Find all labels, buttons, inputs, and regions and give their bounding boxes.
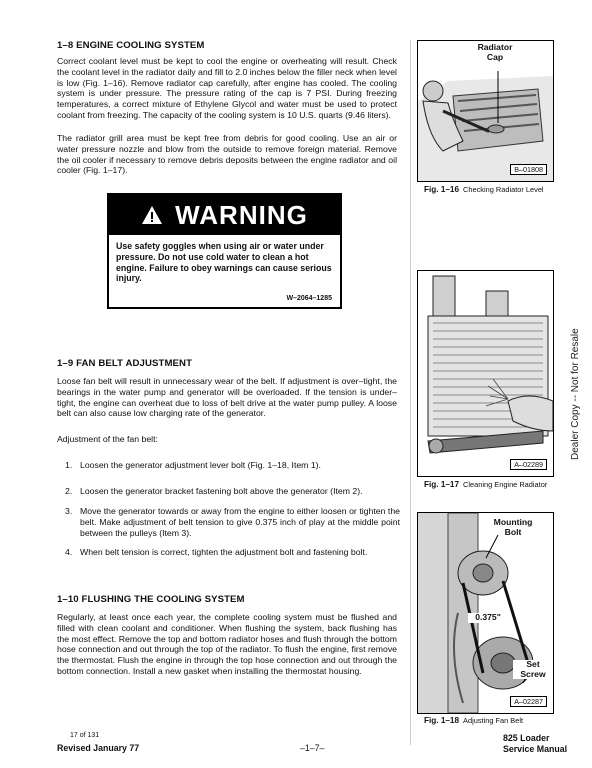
belt-play-callout: 0.375" [468, 613, 508, 623]
figure-caption-text: Adjusting Fan Belt [463, 716, 524, 725]
figure-caption [424, 716, 523, 725]
figure-label: Fig. 1–17 [424, 480, 460, 489]
warning-code: W–2064–1285 [286, 295, 332, 302]
warning-header [109, 195, 340, 235]
section-heading-flushing: 1–10 FLUSHING THE COOLING SYSTEM [57, 594, 245, 605]
warning-title: WARNING [175, 199, 308, 230]
column-divider [410, 40, 411, 745]
mounting-bolt-callout: Mounting Bolt [493, 517, 533, 537]
page-of-count: 17 of 131 [70, 732, 100, 739]
flushing-paragraph: Regularly, at least once each year, the complete cooling system must be flushed and filled with clean coolant and conditioner. When flushing the system, back flushing has the most effect. Remove the top and bottom radiator hoses and flush through the bottom hose connection and out through the top of the radiator. To flush the engine, first remove the thermostat. Flush the engine in through the top hose connection and out through the bottom connection. Install a new gasket when installing the thermostat housing. [57, 612, 397, 676]
figure-adjusting-fan-belt [417, 512, 554, 714]
footer-page-number: –1–7– [300, 743, 325, 753]
list-item-number: 2. [65, 486, 73, 496]
figure-label: Fig. 1–16 [424, 185, 460, 194]
section-heading-engine-cooling: 1–8 ENGINE COOLING SYSTEM [57, 40, 205, 51]
list-item-text: Loosen the generator bracket fastening bolt above the generator (Item 2). [80, 486, 363, 496]
section-heading-fan-belt: 1–9 FAN BELT ADJUSTMENT [57, 358, 193, 369]
warning-box [107, 193, 342, 309]
footer-manual: Service Manual [503, 744, 568, 754]
list-item-text: Loosen the generator adjustment lever bolt (Fig. 1–18, Item 1). [80, 460, 321, 470]
radiator-cleaning-illustration [418, 271, 553, 476]
list-item-number: 1. [65, 460, 73, 470]
engine-cooling-paragraph-2: The radiator grill area must be kept free from debris for good cooling. Use an air or water pressure nozzle and blow from the outside to remove foreign material. Remove the oil cooler if necessary to remove debris deposits between the engine radiator and oil cooler (Fig. 1–17). [57, 133, 397, 176]
warning-triangle-icon [141, 205, 163, 225]
sidebar-watermark: Dealer Copy -- Not for Resale [570, 328, 581, 460]
figure-cleaning-radiator [417, 270, 554, 477]
radiator-cap-illustration [418, 41, 553, 181]
list-item-text: Move the generator towards or away from the engine to either loosen or tighten the belt. Make adjustment of belt tension to give 0.375 inch of play at the middle point between the pulleys (Item 3). [80, 506, 400, 538]
fan-belt-intro: Adjustment of the fan belt: [57, 434, 158, 444]
radiator-cap-callout: Radiator Cap [477, 42, 513, 62]
figure-caption-text: Cleaning Engine Radiator [463, 480, 548, 489]
figure-caption-text: Checking Radiator Level [463, 185, 544, 194]
figure-caption [424, 185, 544, 194]
figure-code: A–02287 [510, 696, 547, 707]
footer-model: 825 Loader [503, 733, 550, 743]
figure-checking-radiator [417, 40, 554, 182]
set-screw-callout: Set Screw [513, 660, 553, 679]
engine-cooling-paragraph-1: Correct coolant level must be kept to cool the engine or overheating will result. Check the coolant level in the radiator daily and fill to 2.0 inches below the filler neck when level is low (Fig. 1–16). Remove radiator cap carefully, after engine has cooled. The cooling system is under pressure. The pressure rating of the cap is 7 PSI. During freezing temperatures, a correct mixture of Ethylene Glycol and water must be used to protect coolant from freezing. The capacity of the cooling system is 10 U.S. quarts (9.46 liters). [57, 56, 397, 120]
list-item-number: 3. [65, 506, 73, 516]
footer-revised: Revised January 77 [57, 743, 140, 753]
figure-code: A–02289 [510, 459, 547, 470]
list-item-text: When belt tension is correct, tighten the adjustment bolt and fastening bolt. [80, 547, 368, 557]
list-item-number: 4. [65, 547, 73, 557]
figure-code: B–01808 [510, 164, 547, 175]
figure-caption [424, 480, 547, 489]
warning-text: Use safety goggles when using air or water under pressure. Do not use cold water to clean a hot engine. Failure to obey warnings can cause serious injury. [116, 241, 332, 284]
fan-belt-paragraph: Loose fan belt will result in unnecessary wear of the belt. If adjustment is over–tight, the bearings in the water pump and generator will be overloaded. If the tension is under–tight, the engine can overheat due to loss of belt drive at the water pump pulley. A loose belt can also cause low charging rate of the generator. [57, 376, 397, 419]
figure-label: Fig. 1–18 [424, 716, 460, 725]
